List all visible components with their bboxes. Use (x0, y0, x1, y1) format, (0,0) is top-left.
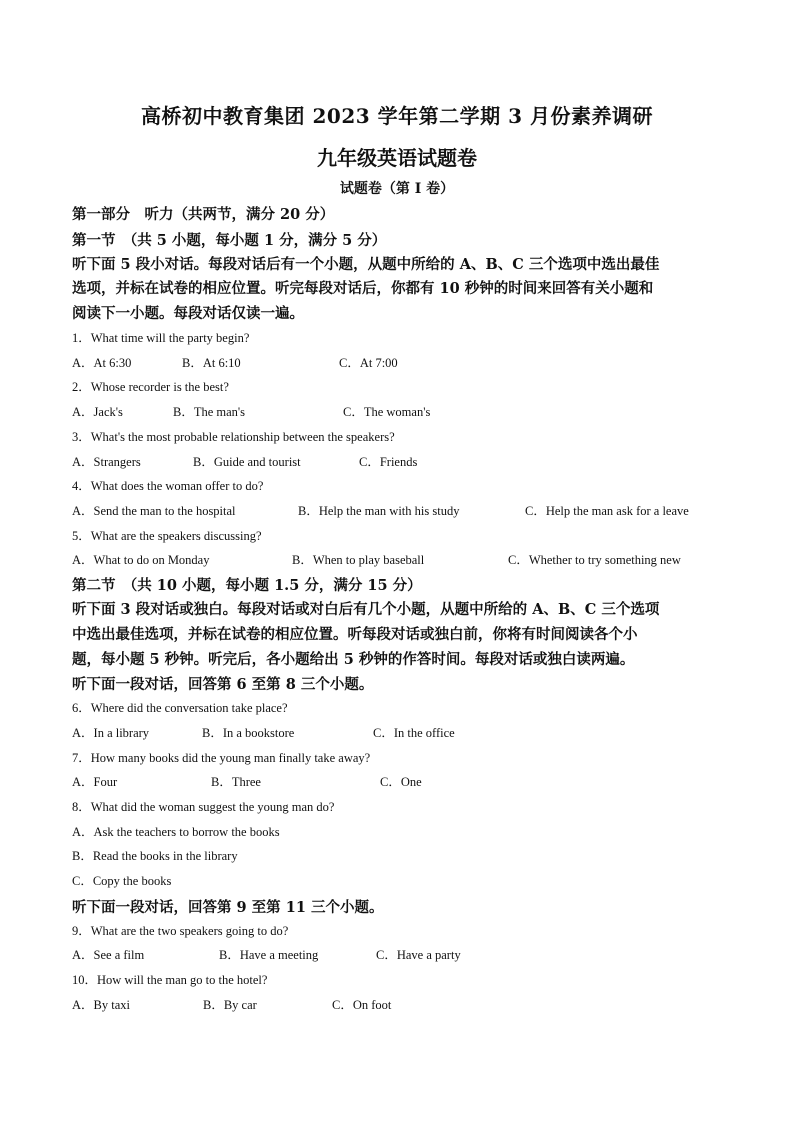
option-c: C．On foot (332, 998, 392, 1012)
section2-heading: 第二节 （共 10 小题，每小题 1.5 分，满分 15 分） (72, 577, 422, 594)
option-b: B．Help the man with his study (298, 504, 460, 518)
option-b: B．By car (203, 998, 257, 1012)
option-a: A．Strangers (72, 455, 141, 469)
option-a: A．At 6:30 (72, 356, 132, 370)
option-c: C．At 7:00 (339, 356, 398, 370)
section1-instruction-line: 阅读下一小题。每段对话仅读一遍。 (72, 305, 304, 322)
option-a: A．By taxi (72, 998, 130, 1012)
option-a: A．Ask the teachers to borrow the books (72, 825, 280, 839)
question-text: 3．What's the most probable relationship between the speakers? (72, 430, 395, 444)
option-c: C．Friends (359, 455, 418, 469)
section2-instruction-line: 题，每小题 5 秒钟。听完后，各小题给出 5 秒钟的作答时间。每段对话或独白读两遍。 (72, 651, 635, 668)
option-c: C．One (380, 775, 422, 789)
option-b: B．Read the books in the library (72, 849, 238, 863)
question-text: 8．What did the woman suggest the young man do? (72, 800, 335, 814)
option-c: C．Have a party (376, 948, 461, 962)
question-text: 9．What are the two speakers going to do? (72, 924, 289, 938)
section2-instruction-line: 中选出最佳选项，并标在试卷的相应位置。听每段对话或独白前，你将有时间阅读各个小 (72, 626, 638, 643)
option-a: A．See a film (72, 948, 145, 962)
section2-instruction-line: 听下面 3 段对话或独白。每段对话或对白后有几个小题，从题中所给的 A、B、C 三个选项 (72, 601, 660, 618)
option-b: B．The man's (173, 405, 246, 419)
option-c: C．The woman's (343, 405, 431, 419)
question-text: 5．What are the speakers discussing? (72, 529, 262, 543)
option-c: C．Whether to try something new (508, 553, 681, 567)
question-text: 7．How many books did the young man finally take away? (72, 751, 371, 765)
option-b: B．At 6:10 (182, 356, 241, 370)
option-c: C．Help the man ask for a leave (525, 504, 689, 518)
question-text: 6．Where did the conversation take place? (72, 701, 288, 715)
option-b: B．Guide and tourist (193, 455, 301, 469)
document-title: 高桥初中教育集团 2023 学年第二学期 3 月份素养调研 (141, 104, 653, 128)
section1-heading: 第一节 （共 5 小题，每小题 1 分，满分 5 分） (72, 232, 387, 249)
section1-instruction-line: 听下面 5 段小对话。每段对话后有一个小题，从题中所给的 A、B、C 三个选项中选出最佳 (72, 256, 660, 273)
option-c: C．In the office (373, 726, 455, 740)
option-b: B．Have a meeting (219, 948, 319, 962)
dialogue-instruction: 听下面一段对话，回答第 9 至第 11 三个小题。 (72, 899, 384, 916)
question-text: 2．Whose recorder is the best? (72, 380, 229, 394)
question-text: 10．How will the man go to the hotel? (72, 973, 268, 987)
paper-label: 试题卷（第 I 卷） (339, 181, 455, 197)
option-a: A．Jack's (72, 405, 123, 419)
option-a: A．In a library (72, 726, 150, 740)
dialogue-instruction: 听下面一段对话，回答第 6 至第 8 三个小题。 (72, 676, 374, 693)
section1-instruction-line: 选项，并标在试卷的相应位置。听完每段对话后，你都有 10 秒钟的时间来回答有关小题和 (72, 280, 654, 297)
question-text: 1．What time will the party begin? (72, 331, 250, 345)
question-text: 4．What does the woman offer to do? (72, 479, 264, 493)
document-subtitle: 九年级英语试题卷 (317, 146, 477, 170)
option-b: B．Three (211, 775, 261, 789)
option-a: A．Send the man to the hospital (72, 504, 236, 518)
option-a: A．Four (72, 775, 118, 789)
option-b: B．In a bookstore (202, 726, 295, 740)
part1-heading: 第一部分 听力（共两节，满分 20 分） (72, 206, 335, 223)
option-b: B．When to play baseball (292, 553, 425, 567)
option-c: C．Copy the books (72, 874, 172, 888)
option-a: A．What to do on Monday (72, 553, 210, 567)
